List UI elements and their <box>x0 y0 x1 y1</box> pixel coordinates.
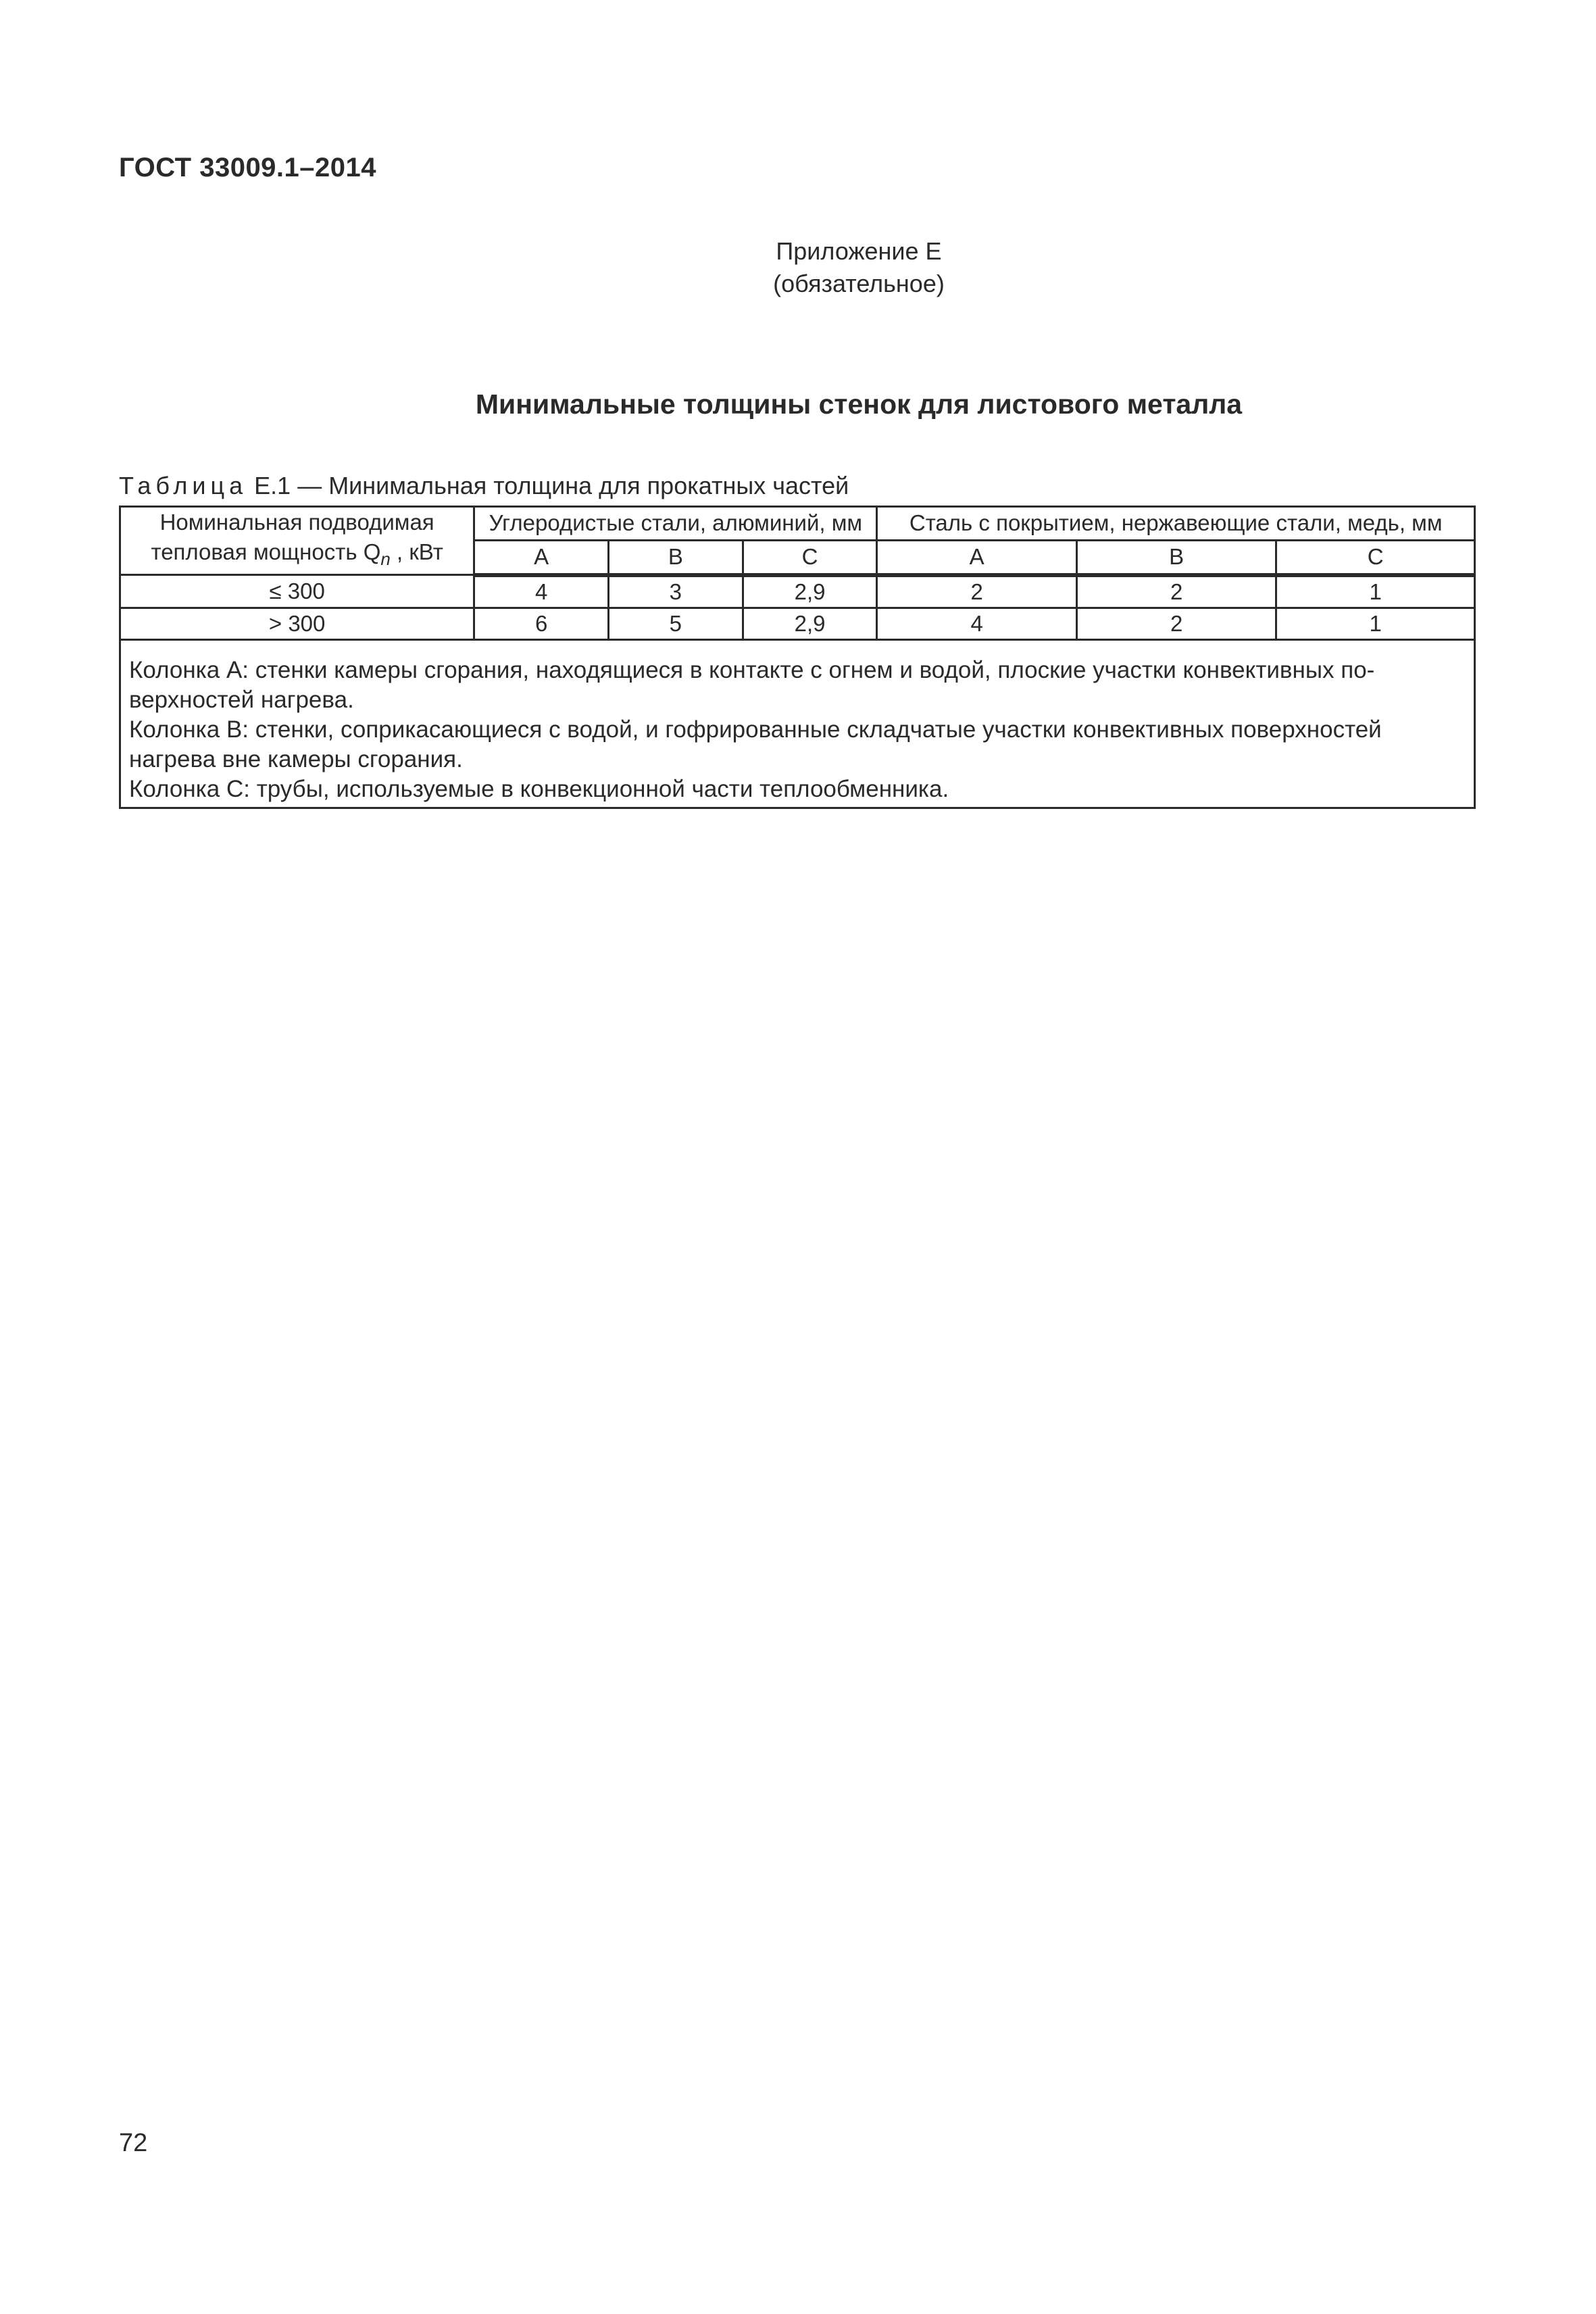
table-notes-row <box>120 639 1475 808</box>
note-column-c: Колонка С: трубы, используемые в конвекционной части теплообменника. <box>129 775 949 802</box>
header-power <box>120 507 474 575</box>
table-cell: 2 <box>1076 608 1276 639</box>
table-caption-text: Е.1 — Минимальная толщина для прокатных частей <box>247 472 849 499</box>
header-power-subscript: n <box>380 549 391 569</box>
annex-title: Приложение Е <box>776 237 942 265</box>
table-notes <box>120 639 1475 808</box>
header-group-carbon-steel: Углеродистые стали, алюминий, мм <box>474 507 877 541</box>
table-caption-label: Таблица <box>119 472 248 499</box>
thickness-table <box>119 506 1476 809</box>
note-column-b: Колонка В: стенки, соприкасающиеся с водой, и гофрированные складчатые участки конвективных поверхностей нагрева вне камеры сгорания. <box>129 716 1382 772</box>
header-col: C <box>743 540 877 574</box>
table-row <box>120 575 1475 608</box>
document-code: ГОСТ 33009.1–2014 <box>119 153 377 182</box>
header-group-coated-steel: Сталь с покрытием, нержавеющие стали, медь, мм <box>877 507 1475 541</box>
header-col: A <box>877 540 1077 574</box>
table-cell: 2,9 <box>743 608 877 639</box>
row-power: > 300 <box>120 608 474 639</box>
table-header-row <box>120 507 1475 541</box>
table-cell: 2,9 <box>743 575 877 608</box>
table-cell: 1 <box>1276 575 1475 608</box>
note-column-a: Колонка А: стенки камеры сгорания, находящиеся в контакте с огнем и водой, плоские участки конвективных по-верхностей нагрева. <box>129 656 1375 713</box>
header-col: C <box>1276 540 1475 574</box>
table-cell: 1 <box>1276 608 1475 639</box>
header-col: B <box>609 540 743 574</box>
table-cell: 4 <box>877 608 1077 639</box>
table-cell: 2 <box>877 575 1077 608</box>
header-col: B <box>1076 540 1276 574</box>
row-power: ≤ 300 <box>120 575 474 608</box>
table-row <box>120 608 1475 639</box>
header-power-line2: тепловая мощность Q <box>151 539 381 564</box>
header-col: A <box>474 540 609 574</box>
table-cell: 2 <box>1076 575 1276 608</box>
table-cell: 5 <box>609 608 743 639</box>
annex-status: (обязательное) <box>773 270 945 297</box>
header-power-line1: Номинальная подводимая <box>159 510 434 535</box>
table-cell: 6 <box>474 608 609 639</box>
annex-heading <box>0 235 1596 300</box>
header-power-unit: , кВт <box>390 539 443 564</box>
table-cell: 4 <box>474 575 609 608</box>
page-number: 72 <box>119 2129 148 2157</box>
table-caption <box>119 472 849 500</box>
section-title: Минимальные толщины стенок для листового металла <box>475 389 1243 420</box>
table-cell: 3 <box>609 575 743 608</box>
